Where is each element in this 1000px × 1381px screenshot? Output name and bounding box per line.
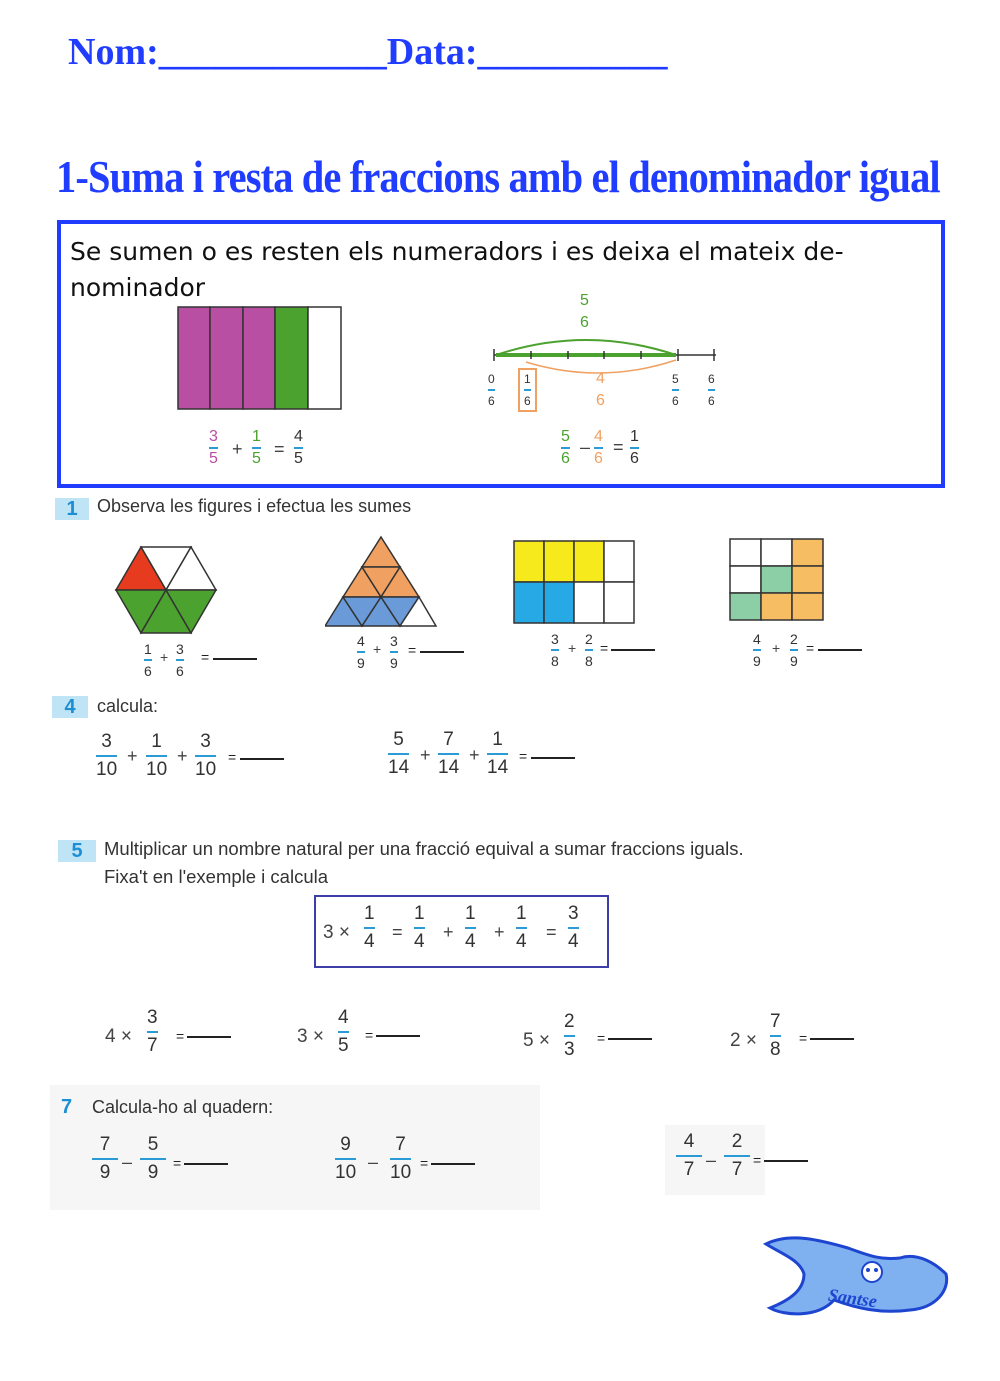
ex7-item3-a <box>676 1130 702 1182</box>
numerator: 6 <box>708 372 715 386</box>
denominator: 4 <box>516 931 527 952</box>
rule-diff-result <box>630 428 639 468</box>
ex1-item4-a <box>753 630 761 670</box>
denominator: 5 <box>294 450 303 467</box>
denominator: 6 <box>672 394 679 408</box>
ex4-item1-term2 <box>146 730 167 782</box>
ex4-item1-term3 <box>195 730 216 782</box>
numerator: 5 <box>393 729 404 750</box>
equals-sign: = <box>546 922 557 942</box>
plus-sign: + <box>494 922 505 942</box>
denominator: 10 <box>390 1162 412 1183</box>
ex7-item1-a <box>92 1133 118 1185</box>
numerator: 4 <box>357 633 365 649</box>
equals-sign: = <box>176 1028 185 1044</box>
logo-text: Santse <box>826 1284 879 1312</box>
denominator: 9 <box>753 653 761 669</box>
denominator: 8 <box>585 653 593 669</box>
numerator: 7 <box>770 1011 781 1032</box>
denominator: 10 <box>146 759 168 780</box>
denominator: 4 <box>414 931 425 952</box>
denominator: 10 <box>195 759 217 780</box>
ex5-instruction-line1: Multiplicar un nombre natural per una fracció equival a sumar fraccions iguals. <box>104 838 744 859</box>
ex5-instruction-line2: Fixa't en l'exemple i calcula <box>104 866 329 887</box>
ex1-item2-answer-blank[interactable] <box>420 651 464 653</box>
ex1-item1-b <box>176 640 184 680</box>
ex1-item3-a <box>551 630 559 670</box>
header-name-date: Nom:____________Data:__________ <box>68 31 668 73</box>
ex5-item2-frac <box>338 1006 349 1058</box>
numerator: 1 <box>524 372 531 386</box>
ex5-item1-frac <box>147 1006 158 1058</box>
equals-sign: = <box>392 922 403 942</box>
plus-sign: + <box>127 746 138 766</box>
denominator: 6 <box>630 450 639 467</box>
ex4-item2-term1 <box>388 728 409 780</box>
denominator: 8 <box>770 1039 781 1060</box>
ex1-item2-b <box>390 632 398 672</box>
equals-sign: = <box>201 649 210 665</box>
ex1-item3-answer-blank[interactable] <box>611 649 655 651</box>
numerator: 2 <box>790 631 798 647</box>
ex5-item1-answer-blank[interactable] <box>187 1036 231 1038</box>
numerator: 5 <box>672 372 679 386</box>
plus-sign: + <box>373 641 382 657</box>
numerator: 1 <box>465 903 476 924</box>
numerator: 1 <box>492 729 503 750</box>
denominator: 10 <box>335 1162 357 1183</box>
ex7-item1-answer-blank[interactable] <box>184 1163 228 1165</box>
denominator: 14 <box>438 757 460 778</box>
denominator: 6 <box>708 394 715 408</box>
plus-sign: + <box>469 745 480 765</box>
numerator: 3 <box>390 633 398 649</box>
numerator: 7 <box>443 729 454 750</box>
equals-sign: = <box>408 642 417 658</box>
numerator: 4 <box>596 370 605 387</box>
ex5-item3-frac <box>564 1010 575 1062</box>
ex1-number: 1 <box>55 498 89 520</box>
ex7-item2-b <box>390 1133 411 1185</box>
numerator: 1 <box>151 731 162 752</box>
numerator: 4 <box>683 1131 695 1152</box>
ex5-example-factor: 3 × <box>323 922 350 943</box>
denominator: 6 <box>488 394 495 408</box>
denominator: 9 <box>390 655 398 671</box>
ex5-example-term3 <box>516 902 527 954</box>
ex5-number: 5 <box>58 840 96 862</box>
equals-sign: = <box>600 640 609 656</box>
ex5-example-term2 <box>465 902 476 954</box>
fraction-bar-figure <box>177 306 343 412</box>
denominator: 7 <box>683 1159 695 1180</box>
denominator: 5 <box>209 450 218 467</box>
equals-sign: = <box>274 439 285 459</box>
numerator: 4 <box>338 1007 349 1028</box>
numerator: 1 <box>414 903 425 924</box>
ex7-item1-b <box>140 1133 166 1185</box>
number-line-orange-fraction <box>596 370 605 410</box>
ex4-item1-answer-blank[interactable] <box>240 758 284 760</box>
minus-sign: – <box>580 437 591 457</box>
number-line-label-0 <box>488 370 495 410</box>
rule-diff-a <box>561 428 570 468</box>
ex4-item2-term3 <box>487 728 508 780</box>
denominator: 7 <box>147 1035 158 1056</box>
denominator: 6 <box>580 314 589 331</box>
ex4-item2-term2 <box>438 728 459 780</box>
ex4-item2-answer-blank[interactable] <box>531 757 575 759</box>
numerator: 5 <box>147 1134 159 1155</box>
denominator: 5 <box>252 450 261 467</box>
ex5-item1-factor: 4 × <box>105 1026 132 1047</box>
plus-sign: + <box>177 746 188 766</box>
denominator: 4 <box>364 931 375 952</box>
ex1-item3-b <box>585 630 593 670</box>
ex5-item2-answer-blank[interactable] <box>376 1035 420 1037</box>
denominator: 6 <box>176 663 184 679</box>
numerator: 5 <box>580 292 589 309</box>
number-line-label-5 <box>672 370 679 410</box>
rule-sum-b <box>252 428 261 468</box>
numerator: 7 <box>395 1134 406 1155</box>
numerator: 2 <box>731 1131 743 1152</box>
number-line-label-6 <box>708 370 715 410</box>
ex5-item4-answer-blank[interactable] <box>810 1038 854 1040</box>
plus-sign: + <box>568 640 577 656</box>
numerator: 3 <box>101 731 112 752</box>
numerator: 0 <box>488 372 495 386</box>
numerator: 1 <box>364 903 375 924</box>
ex1-item1-answer-blank[interactable] <box>213 658 257 660</box>
numerator: 9 <box>340 1134 351 1155</box>
ex7-item3-answer-blank[interactable] <box>764 1160 808 1162</box>
ex5-example-box <box>314 895 609 968</box>
numerator: 7 <box>99 1134 111 1155</box>
rectangle-grid-figure <box>513 540 635 624</box>
denominator: 14 <box>388 757 410 778</box>
equals-sign: = <box>753 1152 762 1168</box>
ex7-item3-b <box>724 1130 750 1182</box>
numerator: 3 <box>200 731 211 752</box>
numerator: 3 <box>176 641 184 657</box>
ex4-item1-term1 <box>96 730 117 782</box>
ex1-item2-a <box>357 632 365 672</box>
denominator: 7 <box>731 1159 743 1180</box>
numerator: 4 <box>294 428 303 445</box>
hexagon-figure <box>114 545 218 635</box>
ex1-item4-b <box>790 630 798 670</box>
equals-sign: = <box>228 749 237 765</box>
rule-diff-b <box>594 428 603 468</box>
denominator: 6 <box>561 450 570 467</box>
numerator: 2 <box>585 631 593 647</box>
equals-sign: = <box>597 1030 606 1046</box>
denominator: 4 <box>568 931 579 952</box>
ex4-instruction: calcula: <box>97 696 159 716</box>
denominator: 9 <box>790 653 798 669</box>
ex7-number: 7 <box>61 1096 73 1118</box>
ex5-item3-answer-blank[interactable] <box>608 1038 652 1040</box>
denominator: 9 <box>99 1162 111 1183</box>
equals-sign: = <box>173 1155 182 1171</box>
number-line-top-fraction <box>580 292 589 332</box>
denominator: 4 <box>465 931 476 952</box>
equals-sign: = <box>365 1027 374 1043</box>
minus-sign: – <box>122 1152 133 1172</box>
equals-sign: = <box>799 1030 808 1046</box>
rule-sum-result <box>294 428 303 468</box>
numerator: 3 <box>568 903 579 924</box>
ex5-example-result <box>568 902 579 954</box>
numerator: 5 <box>561 428 570 445</box>
ex5-item4-factor: 2 × <box>730 1030 757 1051</box>
ex4-number: 4 <box>52 696 88 718</box>
ex1-instruction: Observa les figures i efectua les sumes <box>97 496 412 516</box>
denominator: 5 <box>338 1035 349 1056</box>
numerator: 1 <box>252 428 261 445</box>
ex1-item1-a <box>144 640 152 680</box>
ex1-item4-answer-blank[interactable] <box>818 649 862 651</box>
ex5-example-frac <box>364 902 375 954</box>
equals-sign: = <box>806 640 815 656</box>
rule-sum-a <box>209 428 218 468</box>
numerator: 3 <box>209 428 218 445</box>
square-grid-figure <box>729 538 825 622</box>
denominator: 9 <box>147 1162 159 1183</box>
numerator: 3 <box>551 631 559 647</box>
numerator: 4 <box>753 631 761 647</box>
minus-sign: – <box>706 1150 717 1170</box>
denominator: 3 <box>564 1039 575 1060</box>
ex5-item4-frac <box>770 1010 781 1062</box>
plus-sign: + <box>232 439 243 459</box>
denominator: 6 <box>144 663 152 679</box>
page-title: 1-Suma i resta de fraccions amb el denominador igual <box>56 151 940 202</box>
plus-sign: + <box>160 649 169 665</box>
number-line-label-1 <box>518 368 537 412</box>
ex5-item3-factor: 5 × <box>523 1030 550 1051</box>
denominator: 8 <box>551 653 559 669</box>
plus-sign: + <box>420 745 431 765</box>
denominator: 6 <box>594 450 603 467</box>
ex7-item2-answer-blank[interactable] <box>431 1163 475 1165</box>
plus-sign: + <box>772 640 781 656</box>
denominator: 6 <box>524 394 531 408</box>
rule-text: Se sumen o es resten els numeradors i es deixa el mateix de-nominador <box>70 237 844 302</box>
denominator: 14 <box>487 757 509 778</box>
equals-sign: = <box>613 437 624 457</box>
minus-sign: – <box>368 1152 379 1172</box>
ex5-example-term1 <box>414 902 425 954</box>
numerator: 2 <box>564 1011 575 1032</box>
numerator: 3 <box>147 1007 158 1028</box>
ex7-instruction: Calcula-ho al quadern: <box>92 1097 274 1117</box>
numerator: 1 <box>516 903 527 924</box>
ex5-item2-factor: 3 × <box>297 1026 324 1047</box>
plus-sign: + <box>443 922 454 942</box>
numerator: 4 <box>594 428 603 445</box>
numerator: 1 <box>630 428 639 445</box>
denominator: 10 <box>96 759 118 780</box>
equals-sign: = <box>519 748 528 764</box>
ex7-item2-a <box>335 1133 356 1185</box>
denominator: 6 <box>596 392 605 409</box>
triangle-figure <box>325 535 437 628</box>
denominator: 9 <box>357 655 365 671</box>
numerator: 1 <box>144 641 152 657</box>
equals-sign: = <box>420 1155 429 1171</box>
